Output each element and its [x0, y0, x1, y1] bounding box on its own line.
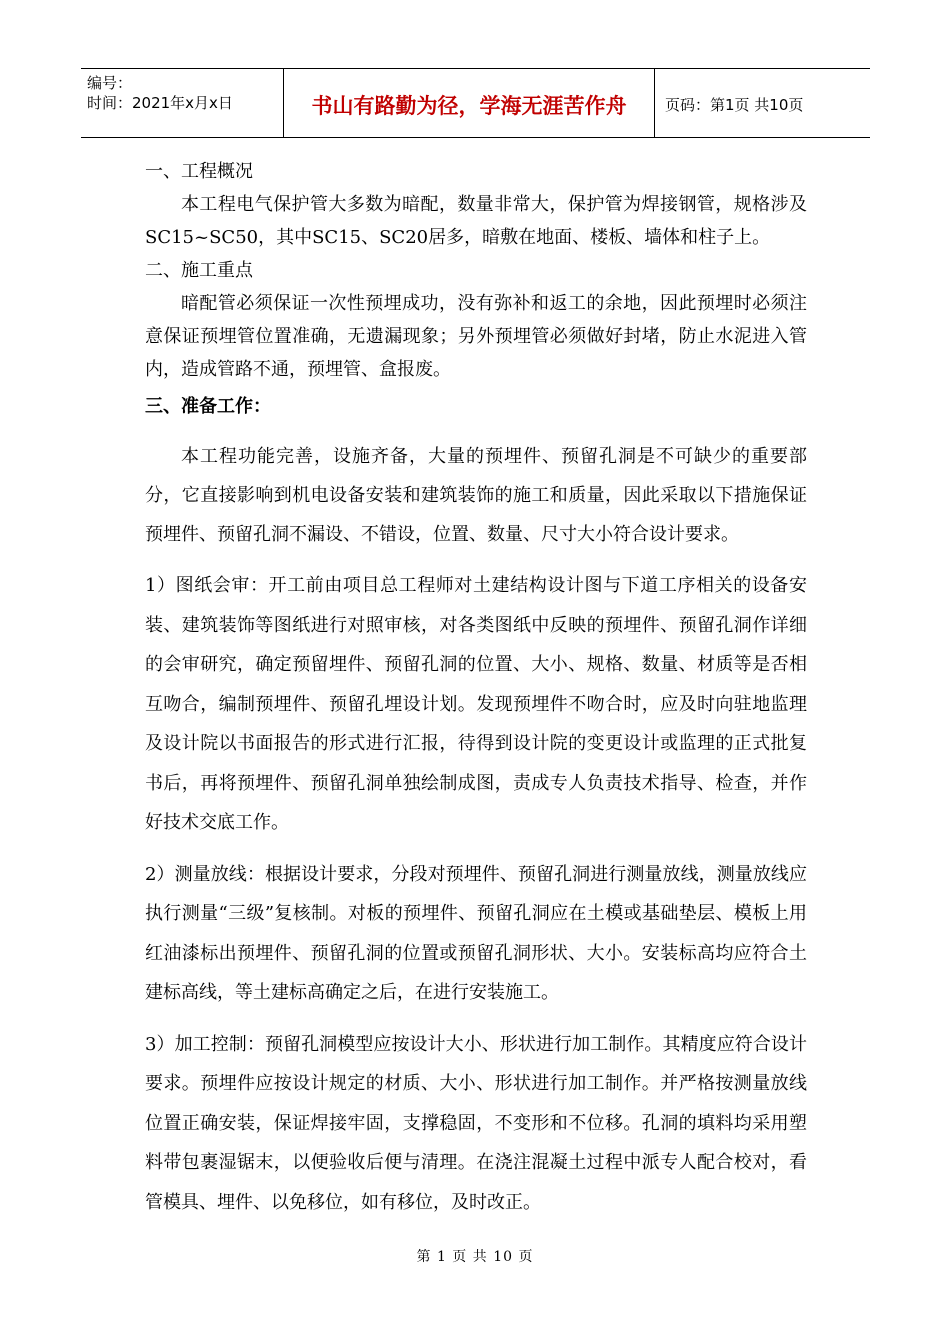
- section-1-title: 一、工程概况: [145, 161, 253, 182]
- document-body: [145, 155, 807, 1222]
- document-date: 时间：2021年x月x日: [87, 94, 233, 112]
- page-footer: 第 1 页 共 10 页: [416, 1249, 534, 1265]
- list-item-drawing-review: 1）图纸会审：开工前由项目总工程师对土建结构设计图与下道工序相关的设备安装、建筑装饰等图纸进行对照审核，对各类图纸中反映的预埋件、预留孔洞作详细的会审研究，确定预留埋件、预留孔洞的位置、大小、规格、数量、材质等是否相互吻合，编制预埋件、预留孔埋设计划。发现预埋件不吻合时，应及时向驻地监理及设计院以书面报告的形式进行汇报，待得到设计院的变更设计或监理的正式批复书后，再将预埋件、预留孔洞单独绘制成图，责成专人负责技术指导、检查，并作好技术交底工作。: [145, 575, 807, 833]
- section-2-paragraph: 暗配管必须保证一次性预埋成功，没有弥补和返工的余地，因此预埋时必须注意保证预埋管位置准确，无遗漏现象；另外预埋管必须做好封堵，防止水泥进入管内，造成管路不通，预埋管、盒报废。: [145, 293, 807, 380]
- list-item-fabrication-control: 3）加工控制：预留孔洞模型应按设计大小、形状进行加工制作。其精度应符合设计要求。预埋件应按设计规定的材质、大小、形状进行加工制作。并严格按测量放线位置正确安装，保证焊接牢固，支撑稳固，不变形和不位移。孔洞的填料均采用塑料带包裹湿锯末，以便验收后便与清理。在浇注混凝土过程中派专人配合校对，看管模具、埋件、以免移位，如有移位，及时改正。: [145, 1033, 807, 1213]
- section-1-paragraph: 本工程电气保护管大多数为暗配，数量非常大，保护管为焊接钢管，规格涉及SC15~SC50，其中SC15、SC20居多，暗敷在地面、楼板、墙体和柱子上。: [145, 194, 807, 248]
- header-motto: 书山有路勤为径，学海无涯苦作舟: [284, 69, 655, 137]
- header-page-info: 页码：第1页 共10页: [665, 96, 804, 114]
- document-number-label: 编号：: [87, 74, 133, 92]
- page-header: [81, 68, 870, 138]
- header-meta: [81, 69, 284, 137]
- section-3-title: 三、准备工作：: [145, 396, 271, 417]
- list-item-survey-layout: 2）测量放线：根据设计要求，分段对预埋件、预留孔洞进行测量放线，测量放线应执行测量“三级”复核制。对板的预埋件、预留孔洞应在土模或基础垫层、模板上用红油漆标出预埋件、预留孔洞的位置或预留孔洞形状、大小。安装标高均应符合土建标高线，等土建标高确定之后，在进行安装施工。: [145, 863, 807, 1003]
- section-3-paragraph: 本工程功能完善，设施齐备，大量的预埋件、预留孔洞是不可缺少的重要部分，它直接影响到机电设备安装和建筑装饰的施工和质量，因此采取以下措施保证预埋件、预留孔洞不漏设、不错设，位置、数量、尺寸大小符合设计要求。: [145, 446, 807, 545]
- section-2-title: 二、施工重点: [145, 260, 253, 281]
